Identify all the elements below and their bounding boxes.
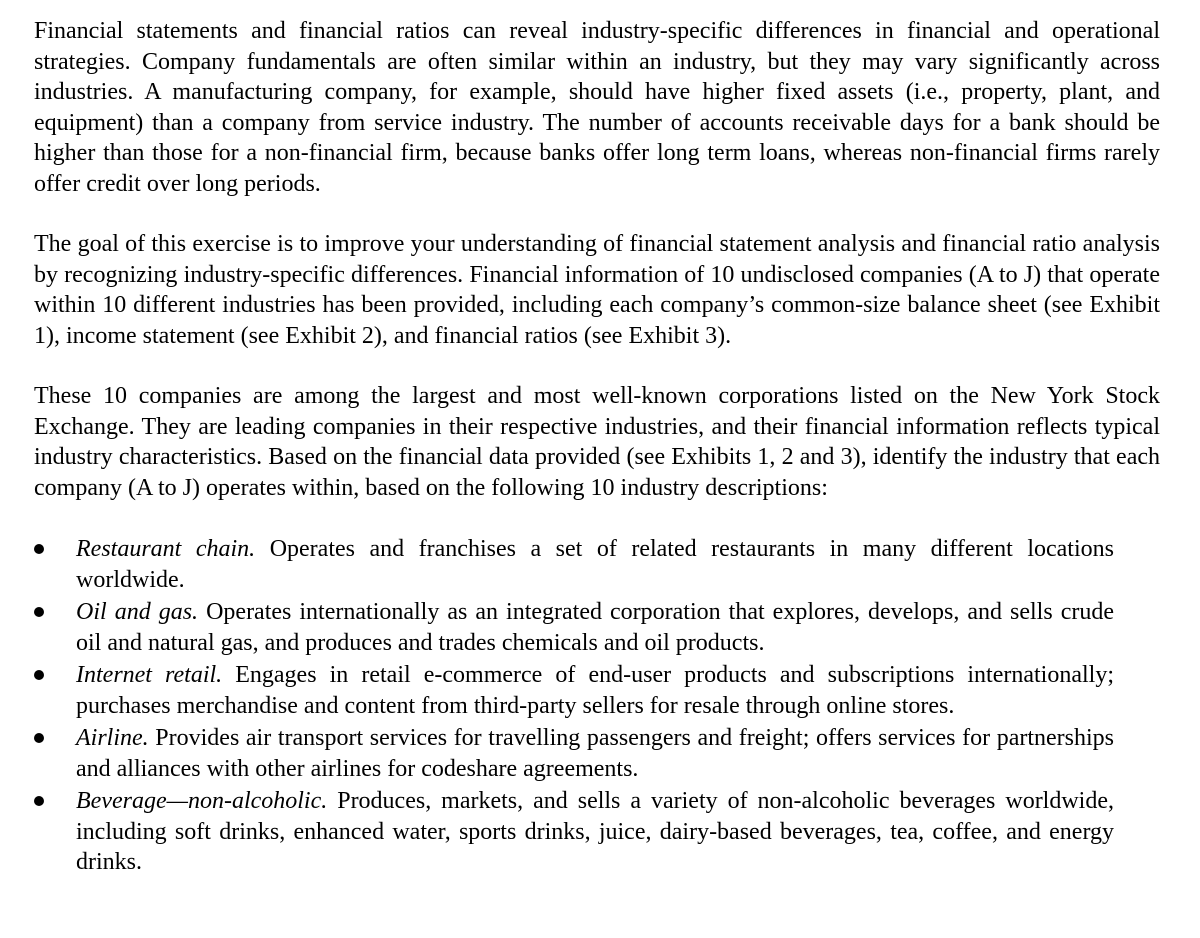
bullet-icon	[34, 607, 44, 617]
list-item	[34, 534, 1114, 595]
industry-list	[34, 534, 1160, 878]
industry-description: Operates and franchises a set of related restaurants in many different locations worldwide.	[76, 536, 1114, 593]
bullet-icon	[34, 733, 44, 743]
list-item	[34, 597, 1114, 658]
list-item	[34, 723, 1114, 784]
companies-paragraph: These 10 companies are among the largest and most well-known corporations listed on the New York Stock Exchange. They are leading companies in their respective industries, and their financial information reflects typical industry characteristics. Based on the financial data provided (see Exhibits 1, 2 and 3), identify the industry that each company (A to J) operates within, based on the following 10 industry descriptions:	[34, 383, 1160, 501]
bullet-icon	[34, 544, 44, 554]
bullet-icon	[34, 796, 44, 806]
list-item	[34, 660, 1114, 721]
industry-term: Airline.	[76, 725, 156, 751]
industry-term: Beverage—non-alcoholic.	[76, 788, 338, 814]
industry-term: Internet retail.	[76, 662, 236, 688]
industry-term: Oil and gas.	[76, 599, 207, 625]
industry-description: Provides air transport services for travelling passengers and freight; offers services for partnerships and alliances with other airlines for codeshare agreements.	[76, 725, 1114, 782]
list-item	[34, 786, 1114, 878]
industry-description: Engages in retail e-commerce of end-user products and subscriptions internationally; purchases merchandise and content from third-party sellers for resale through online stores.	[76, 662, 1114, 719]
bullet-icon	[34, 670, 44, 680]
industry-term: Restaurant chain.	[76, 536, 270, 562]
intro-paragraph: Financial statements and financial ratios can reveal industry-specific differences in financial and operational strategies. Company fundamentals are often similar within an industry, but they may vary significantly across industries. A manufacturing company, for example, should have higher fixed assets (i.e., property, plant, and equipment) than a company from service industry. The number of accounts receivable days for a bank should be higher than those for a non-financial firm, because banks offer long term loans, whereas non-financial firms rarely offer credit over long periods.	[34, 18, 1160, 197]
industry-description: Operates internationally as an integrated corporation that explores, develops, and sells crude oil and natural gas, and produces and trades chemicals and oil products.	[76, 599, 1114, 656]
industry-description: Produces, markets, and sells a variety of non-alcoholic beverages worldwide, including soft drinks, enhanced water, sports drinks, juice, dairy-based beverages, tea, coffee, and energy drinks.	[76, 788, 1115, 875]
goal-paragraph: The goal of this exercise is to improve your understanding of financial statement analysis and financial ratio analysis by recognizing industry-specific differences. Financial information of 10 undisclosed companies (A to J) that operate within 10 different industries has been provided, including each company’s common-size balance sheet (see Exhibit 1), income statement (see Exhibit 2), and financial ratios (see Exhibit 3).	[34, 231, 1160, 349]
